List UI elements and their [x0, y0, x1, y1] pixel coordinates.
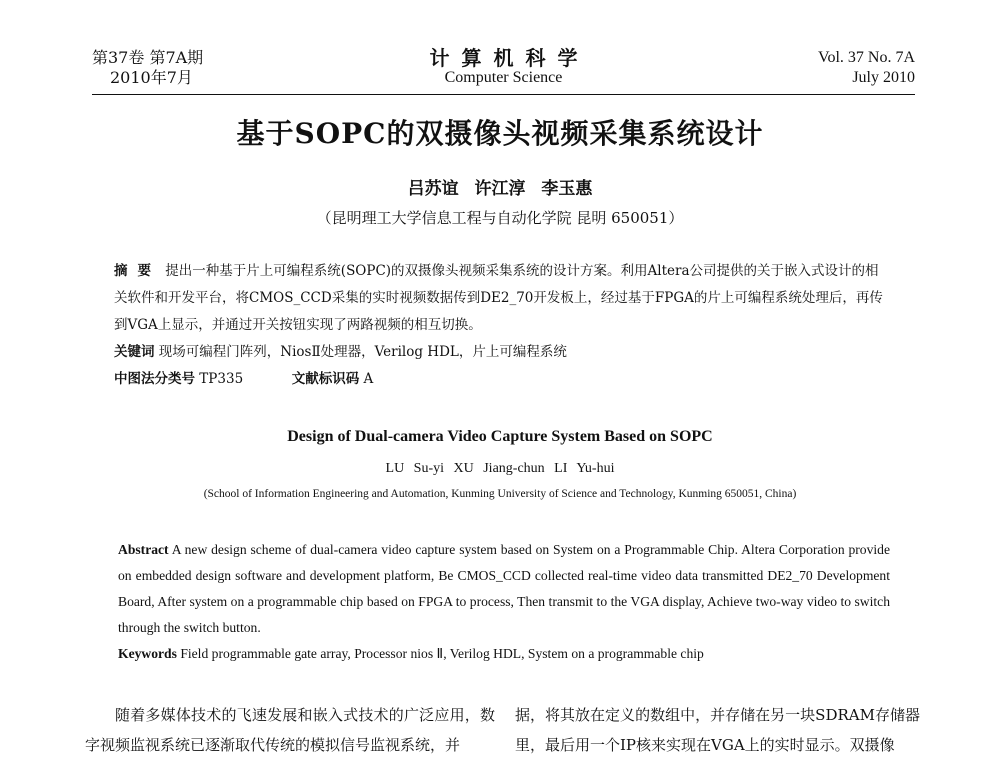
abstract-cn-block [114, 258, 890, 393]
abstract-cn-text: 提出一种基于片上可编程系统(SOPC)的双摄像头视频采集系统的设计方案。利用Altera公司提供的关于嵌入式设计的相关软件和开发平台，将CMOS_CCD采集的实时视频数据传到DE2_70开发板上，经过基于FPGA的片上可编程系统处理后，再传到VGA上显示，并通过开关按钮实现了两路视频的相互切换。 [114, 263, 883, 333]
issue-date-en: July 2010 [852, 69, 915, 86]
volume-issue-en: Vol. 37 No. 7A [817, 49, 915, 66]
body-left-text: 随着多媒体技术的飞速发展和嵌入式技术的广泛应用，数字视频监视系统已逐渐取代传统的模拟信号监视系统，并 [85, 706, 495, 754]
abstract-en-label: Abstract [118, 542, 169, 557]
classification-label: 中图法分类号 [114, 371, 195, 387]
issue-date: 2010年7月 [110, 68, 193, 87]
journal-name-cn: 计算机科学 [429, 46, 590, 70]
paper-affiliation: （昆明理工大学信息工程与自动化学院 昆明 650051） [316, 209, 684, 227]
paper-title: 基于SOPC的双摄像头视频采集系统设计 [236, 117, 764, 150]
keywords-cn-label: 关键词 [114, 344, 155, 360]
abstract-cn [114, 258, 890, 339]
abstract-cn-label: 摘要 [114, 263, 161, 279]
body-right-text: 据，将其放在定义的数组中，并存储在另一块SDRAM存储器里，最后用一个IP核来实现在VGA上的实时显示。双摄像 [515, 706, 920, 754]
journal-name [92, 48, 915, 88]
keywords-en-label: Keywords [118, 646, 177, 661]
abstract-en-block [118, 537, 890, 667]
keywords-en [118, 641, 890, 667]
classification [114, 366, 890, 393]
doc-code-label: 文献标识码 [291, 371, 360, 387]
body-left-column [85, 700, 495, 760]
journal-header [92, 48, 915, 95]
body-right-column [515, 700, 920, 760]
issue-info-en [818, 48, 915, 88]
keywords-en-text: Field programmable gate array, Processor nios Ⅱ, Verilog HDL, System on a programmable chip [180, 646, 704, 661]
english-authors: LU Su-yi XU Jiang-chun LI Yu-hui [385, 461, 615, 476]
english-title: Design of Dual-camera Video Capture System Based on SOPC [287, 428, 713, 445]
english-affiliation: (School of Information Engineering and Automation, Kunming University of Science and Technology, Kunming 650051, China) [203, 488, 797, 500]
keywords-cn [114, 339, 890, 366]
abstract-en-text: A new design scheme of dual-camera video capture system based on System on a Programmable Chip. Altera Corporation provide on embedded design software and development platform, Be CMOS_CCD collected real-time video data transmitted DE2_70 Development Board, After system on a programmable chip based on FPGA to process, Then transmit to the VGA display, Achieve two-way video to switch through the switch button. [118, 542, 890, 635]
journal-name-en: Computer Science [444, 69, 563, 86]
paper-authors: 吕苏谊 许江淳 李玉惠 [407, 179, 593, 199]
doc-code-value: A [363, 371, 374, 387]
abstract-en [118, 537, 890, 641]
classification-value: TP335 [199, 371, 244, 387]
volume-issue: 第37卷 第7A期 [92, 48, 204, 67]
keywords-cn-text: 现场可编程门阵列，NiosⅡ处理器，Verilog HDL，片上可编程系统 [158, 344, 567, 360]
